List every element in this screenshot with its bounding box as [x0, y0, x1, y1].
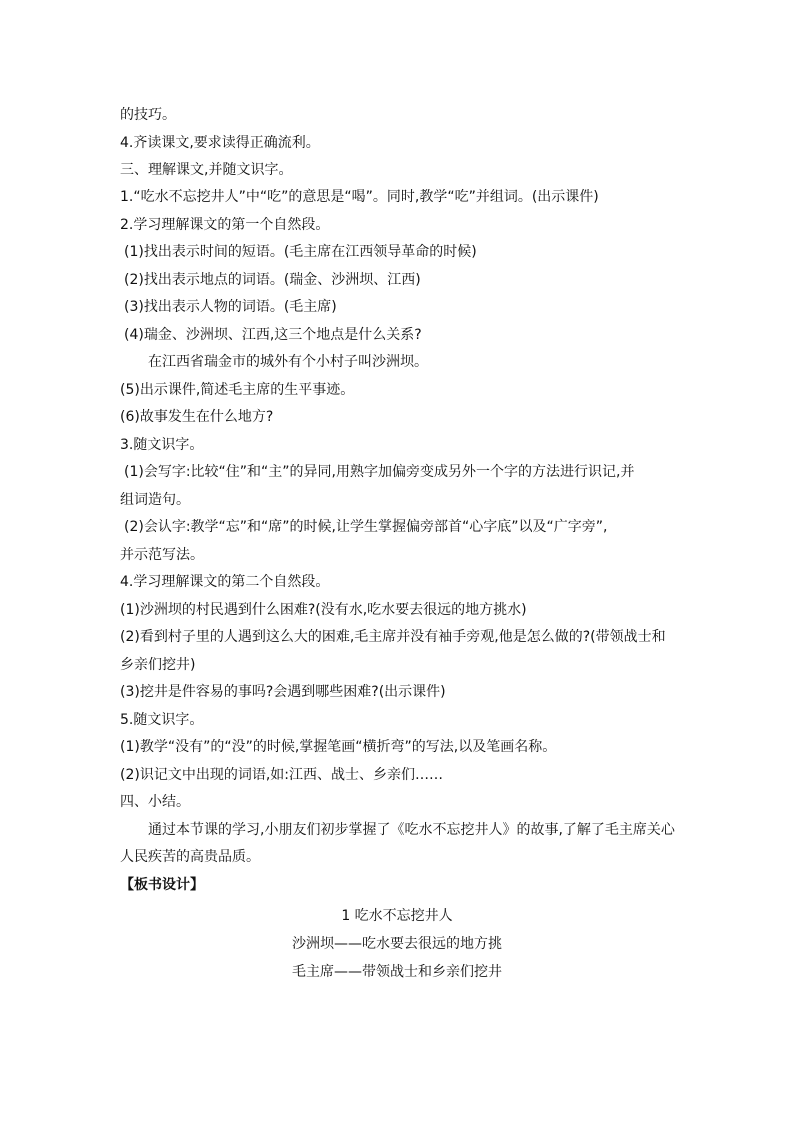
board-line: 毛主席——带领战士和乡亲们挖井 [292, 964, 502, 980]
text-line: 4.齐读课文,要求读得正确流利。 [120, 135, 320, 151]
text-line: 4.学习理解课文的第二个自然段。 [120, 574, 330, 590]
text-line: (2)识记文中出现的词语,如:江西、战士、乡亲们…… [120, 767, 443, 783]
text-line: (1)教学“没有”的“没”的时候,掌握笔画“横折弯”的写法,以及笔画名称。 [120, 739, 557, 755]
text-line: (5)出示课件,简述毛主席的生平事迹。 [120, 382, 355, 398]
board-design-heading: 【板书设计】 [120, 877, 204, 893]
text-line: (2)看到村子里的人遇到这么大的困难,毛主席并没有袖手旁观,他是怎么做的?(带领战士和 [120, 629, 666, 645]
board-title: 1 吃水不忘挖井人 [341, 908, 453, 924]
text-line: (1)沙洲坝的村民遇到什么困难?(没有水,吃水要去很远的地方挑水) [120, 602, 527, 618]
text-line: 组词造句。 [120, 492, 190, 508]
text-line: (4)瑞金、沙洲坝、江西,这三个地点是什么关系? [124, 327, 422, 343]
text-line: 2.学习理解课文的第一个自然段。 [120, 217, 330, 233]
text-line: (3)挖井是件容易的事吗?会遇到哪些困难?(出示课件) [120, 684, 446, 700]
text-line: 的技巧。 [120, 107, 176, 123]
text-line: (2)找出表示地点的词语。(瑞金、沙洲坝、江西) [124, 272, 421, 288]
text-line: 5.随文识字。 [120, 712, 204, 728]
text-line: 人民疾苦的高贵品质。 [120, 849, 260, 865]
text-line: 1.“吃水不忘挖井人”中“吃”的意思是“喝”。同时,教学“吃”并组词。(出示课件) [120, 189, 599, 205]
text-line: (2)会认字:教学“忘”和“席”的时候,让学生掌握偏旁部首“心字底”以及“广字旁”, [124, 519, 608, 535]
text-line: 在江西省瑞金市的城外有个小村子叫沙洲坝。 [148, 354, 428, 370]
text-line: 3.随文识字。 [120, 437, 204, 453]
board-line: 沙洲坝——吃水要去很远的地方挑 [292, 936, 502, 952]
text-line: (3)找出表示人物的词语。(毛主席) [124, 299, 337, 315]
section-heading: 三、理解课文,并随文识字。 [120, 162, 293, 178]
text-line: (1)会写字:比较“住”和“主”的异同,用熟字加偏旁变成另外一个字的方法进行识记,并 [124, 464, 635, 480]
text-line: (6)故事发生在什么地方? [120, 409, 274, 425]
text-line: 并示范写法。 [120, 547, 204, 563]
text-line: 通过本节课的学习,小朋友们初步掌握了《吃水不忘挖井人》的故事,了解了毛主席关心 [148, 822, 675, 838]
text-line: (1)找出表示时间的短语。(毛主席在江西领导革命的时候) [124, 244, 477, 260]
section-heading: 四、小结。 [120, 794, 190, 810]
text-line: 乡亲们挖井) [120, 657, 196, 673]
